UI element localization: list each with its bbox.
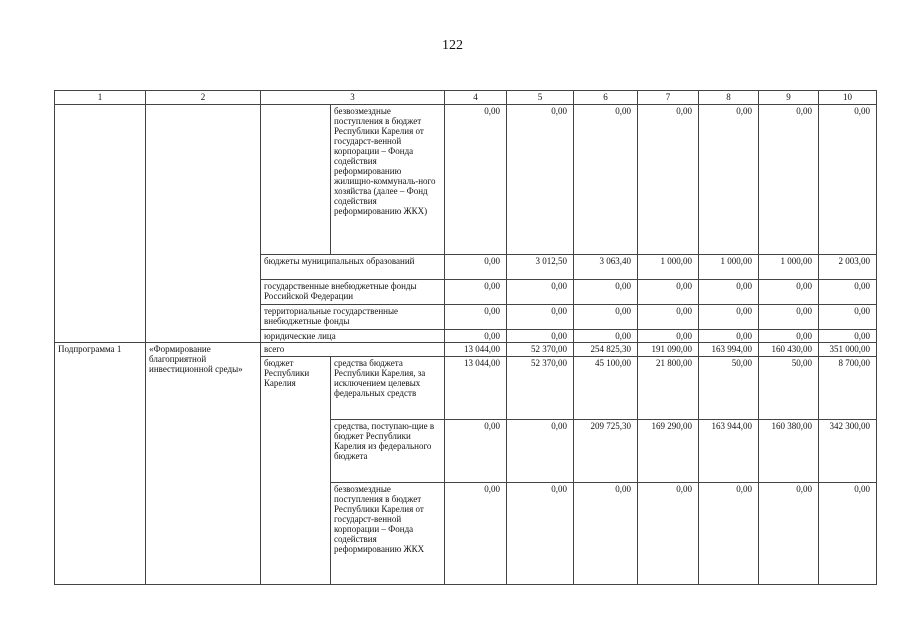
value-cell: 0,00 [507, 305, 574, 330]
table-row [55, 343, 877, 357]
source-label: бюджеты муниципальных образований [261, 255, 445, 280]
value-cell: 0,00 [699, 280, 759, 305]
value-cell: 0,00 [507, 483, 574, 585]
value-cell: 2 003,00 [819, 255, 877, 280]
value-cell: 342 300,00 [819, 420, 877, 483]
value-cell: 52 370,00 [507, 343, 574, 357]
value-cell: 254 825,30 [574, 343, 638, 357]
program-name-cell-empty [146, 105, 261, 343]
value-cell: 45 100,00 [574, 357, 638, 420]
value-cell: 0,00 [819, 305, 877, 330]
value-cell: 0,00 [445, 255, 507, 280]
value-cell: 0,00 [819, 483, 877, 585]
source-label: безвозмездные поступления в бюджет Республики Карелия от государст-венной корпорации – Фонда содействия реформированию жилищно-коммуналь-ного хозяйства (далее – Фонд содействия реформированию ЖКХ) [331, 105, 445, 255]
source-label: средства, поступаю-щие в бюджет Республики Карелия из федерального бюджета [331, 420, 445, 483]
header-row [55, 91, 877, 105]
value-cell: 160 380,00 [759, 420, 819, 483]
value-cell: 50,00 [699, 357, 759, 420]
value-cell: 0,00 [638, 280, 699, 305]
header-cell: 3 [261, 91, 445, 105]
header-cell: 5 [507, 91, 574, 105]
source-label: всего [261, 343, 445, 357]
program-cell-empty [55, 105, 146, 343]
value-cell: 3 063,40 [574, 255, 638, 280]
value-cell: 0,00 [445, 420, 507, 483]
value-cell: 0,00 [507, 105, 574, 255]
value-cell: 0,00 [507, 420, 574, 483]
value-cell: 209 725,30 [574, 420, 638, 483]
value-cell: 0,00 [445, 280, 507, 305]
header-cell: 2 [146, 91, 261, 105]
value-cell: 0,00 [759, 280, 819, 305]
value-cell: 0,00 [445, 305, 507, 330]
value-cell: 0,00 [507, 280, 574, 305]
value-cell: 160 430,00 [759, 343, 819, 357]
value-cell: 169 290,00 [638, 420, 699, 483]
header-cell: 6 [574, 91, 638, 105]
value-cell: 3 012,50 [507, 255, 574, 280]
source-label: государственные внебюджетные фонды Российской Федерации [261, 280, 445, 305]
value-cell: 1 000,00 [638, 255, 699, 280]
header-cell: 7 [638, 91, 699, 105]
page-number: 122 [442, 38, 463, 53]
value-cell: 50,00 [759, 357, 819, 420]
value-cell: 0,00 [445, 330, 507, 343]
value-cell: 0,00 [507, 330, 574, 343]
value-cell: 0,00 [445, 483, 507, 585]
value-cell: 163 994,00 [699, 343, 759, 357]
value-cell: 0,00 [759, 483, 819, 585]
value-cell: 163 944,00 [699, 420, 759, 483]
value-cell: 1 000,00 [699, 255, 759, 280]
value-cell: 0,00 [574, 280, 638, 305]
value-cell: 0,00 [699, 305, 759, 330]
value-cell: 0,00 [819, 280, 877, 305]
value-cell: 0,00 [819, 105, 877, 255]
source-group-cell-empty [261, 105, 331, 255]
value-cell: 0,00 [638, 105, 699, 255]
value-cell: 0,00 [759, 330, 819, 343]
header-cell: 10 [819, 91, 877, 105]
budget-table [54, 90, 877, 585]
value-cell: 0,00 [638, 330, 699, 343]
subprogram-number: Подпрограмма 1 [55, 343, 146, 585]
source-label: безвозмездные поступления в бюджет Республики Карелия от государст-венной корпорации – Фонда содействия реформированию ЖКХ [331, 483, 445, 585]
value-cell: 0,00 [638, 483, 699, 585]
header-cell: 8 [699, 91, 759, 105]
value-cell: 0,00 [699, 483, 759, 585]
subprogram-name: «Формирование благоприятной инвестиционной среды» [146, 343, 261, 585]
value-cell: 0,00 [574, 105, 638, 255]
value-cell: 0,00 [574, 305, 638, 330]
value-cell: 1 000,00 [759, 255, 819, 280]
value-cell: 52 370,00 [507, 357, 574, 420]
header-cell: 1 [55, 91, 146, 105]
value-cell: 0,00 [699, 330, 759, 343]
value-cell: 8 700,00 [819, 357, 877, 420]
value-cell: 351 000,00 [819, 343, 877, 357]
value-cell: 13 044,00 [445, 357, 507, 420]
value-cell: 0,00 [819, 330, 877, 343]
source-label: территориальные государственные внебюджетные фонды [261, 305, 445, 330]
source-label: юридические лица [261, 330, 445, 343]
value-cell: 0,00 [638, 305, 699, 330]
value-cell: 0,00 [699, 105, 759, 255]
header-cell: 9 [759, 91, 819, 105]
source-label: средства бюджета Республики Карелия, за исключением целевых федеральных средств [331, 357, 445, 420]
table-row [55, 105, 877, 255]
value-cell: 13 044,00 [445, 343, 507, 357]
value-cell: 191 090,00 [638, 343, 699, 357]
value-cell: 0,00 [445, 105, 507, 255]
value-cell: 21 800,00 [638, 357, 699, 420]
header-cell: 4 [445, 91, 507, 105]
budget-group-label: бюджет Республики Карелия [261, 357, 331, 585]
value-cell: 0,00 [759, 305, 819, 330]
value-cell: 0,00 [574, 330, 638, 343]
value-cell: 0,00 [759, 105, 819, 255]
value-cell: 0,00 [574, 483, 638, 585]
